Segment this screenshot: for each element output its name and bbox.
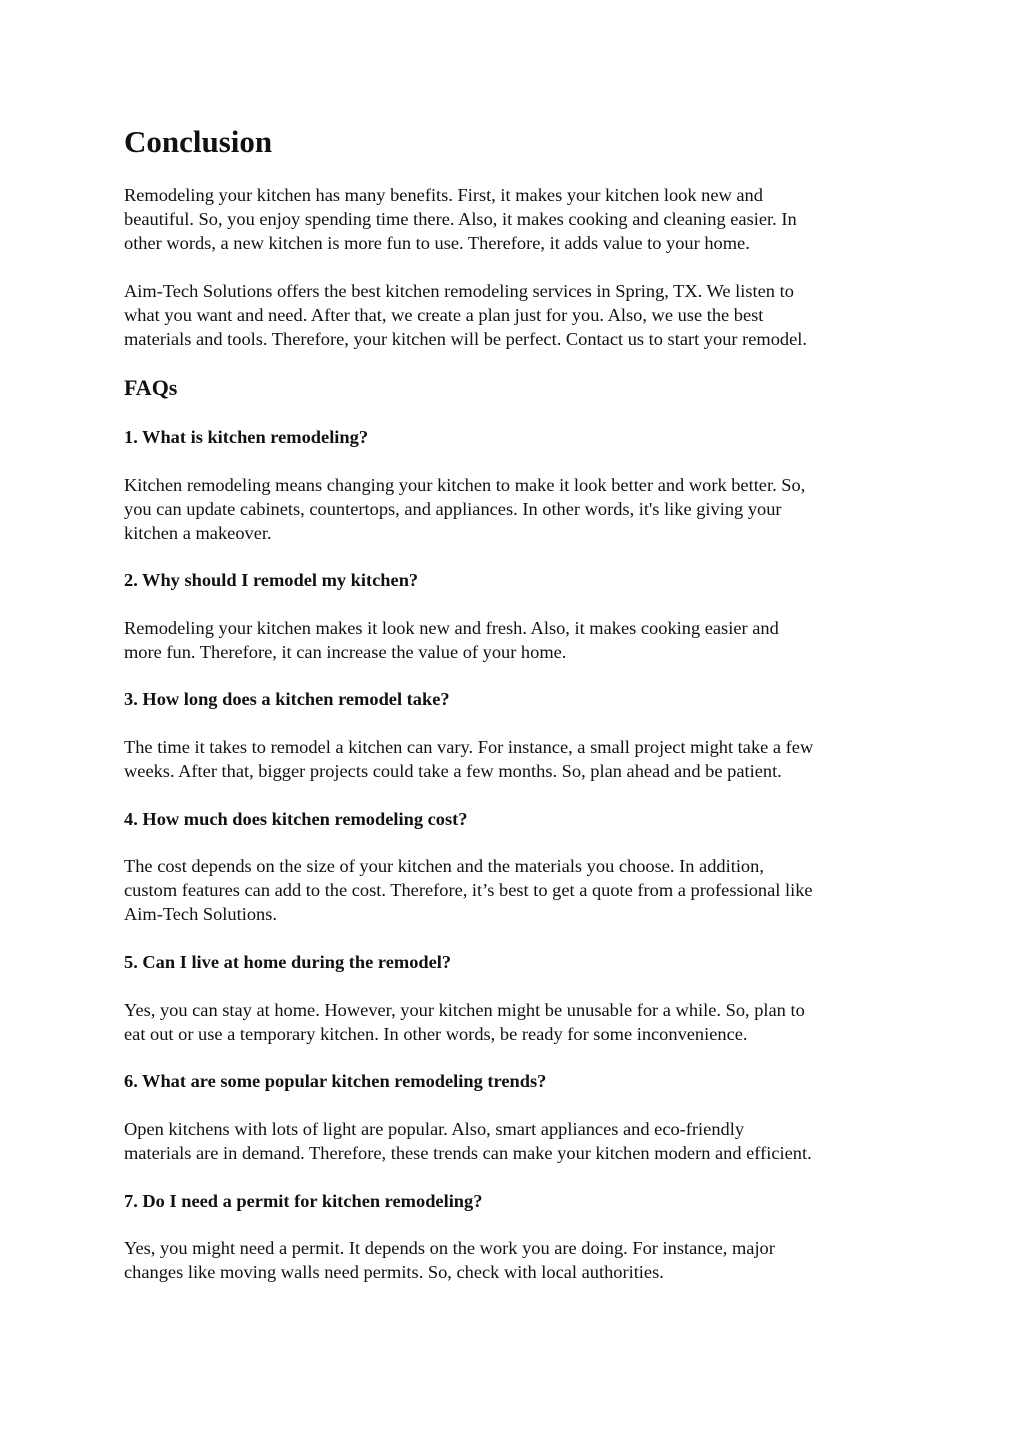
paragraph-line: other words, a new kitchen is more fun to use. Therefore, it adds value to your home. xyxy=(124,233,750,253)
faq-answer xyxy=(124,998,805,1046)
paragraph-line: Remodeling your kitchen has many benefits. First, it makes your kitchen look new and xyxy=(124,185,763,205)
answer-line: you can update cabinets, countertops, and appliances. In other words, it's like giving your xyxy=(124,499,782,519)
faq-answer xyxy=(124,854,813,926)
answer-line: weeks. After that, bigger projects could take a few months. So, plan ahead and be patient. xyxy=(124,761,782,781)
faq-question: 1. What is kitchen remodeling? xyxy=(124,427,369,447)
faq-question: 6. What are some popular kitchen remodeling trends? xyxy=(124,1071,547,1091)
answer-line: eat out or use a temporary kitchen. In other words, be ready for some inconvenience. xyxy=(124,1024,748,1044)
faq-question: 4. How much does kitchen remodeling cost? xyxy=(124,809,468,829)
answer-line: Yes, you can stay at home. However, your kitchen might be unusable for a while. So, plan to xyxy=(124,1000,805,1020)
faq-question: 3. How long does a kitchen remodel take? xyxy=(124,689,450,709)
answer-line: changes like moving walls need permits. So, check with local authorities. xyxy=(124,1262,664,1282)
faqs-heading: FAQs xyxy=(124,375,178,400)
faq-question: 2. Why should I remodel my kitchen? xyxy=(124,570,419,590)
faq-answer xyxy=(124,616,779,664)
faq-answer xyxy=(124,473,805,545)
answer-line: The time it takes to remodel a kitchen can vary. For instance, a small project might take a few xyxy=(124,737,814,757)
faq-answer xyxy=(124,1236,775,1284)
answer-line: Open kitchens with lots of light are popular. Also, smart appliances and eco-friendly xyxy=(124,1119,745,1139)
faq-question: 5. Can I live at home during the remodel? xyxy=(124,952,452,972)
answer-line: Aim-Tech Solutions. xyxy=(124,904,277,924)
answer-line: The cost depends on the size of your kitchen and the materials you choose. In addition, xyxy=(124,856,764,876)
faq-answer xyxy=(124,735,813,783)
answer-line: materials are in demand. Therefore, these trends can make your kitchen modern and efficient. xyxy=(124,1143,812,1163)
answer-line: Yes, you might need a permit. It depends on the work you are doing. For instance, major xyxy=(124,1238,775,1258)
answer-line: kitchen a makeover. xyxy=(124,523,272,543)
conclusion-paragraph xyxy=(124,279,807,351)
paragraph-line: what you want and need. After that, we create a plan just for you. Also, we use the best xyxy=(124,305,764,325)
answer-line: Kitchen remodeling means changing your kitchen to make it look better and work better. So, xyxy=(124,475,806,495)
paragraph-line: Aim-Tech Solutions offers the best kitchen remodeling services in Spring, TX. We listen to xyxy=(124,281,794,301)
answer-line: custom features can add to the cost. Therefore, it’s best to get a quote from a professional like xyxy=(124,880,813,900)
answer-line: more fun. Therefore, it can increase the value of your home. xyxy=(124,642,567,662)
faq-answer xyxy=(124,1117,812,1165)
paragraph-line: materials and tools. Therefore, your kitchen will be perfect. Contact us to start your remodel. xyxy=(124,329,807,349)
faq-question: 7. Do I need a permit for kitchen remodeling? xyxy=(124,1191,483,1211)
conclusion-paragraph xyxy=(124,183,797,255)
conclusion-heading: Conclusion xyxy=(124,124,273,159)
paragraph-line: beautiful. So, you enjoy spending time there. Also, it makes cooking and cleaning easier. In xyxy=(124,209,797,229)
answer-line: Remodeling your kitchen makes it look new and fresh. Also, it makes cooking easier and xyxy=(124,618,779,638)
